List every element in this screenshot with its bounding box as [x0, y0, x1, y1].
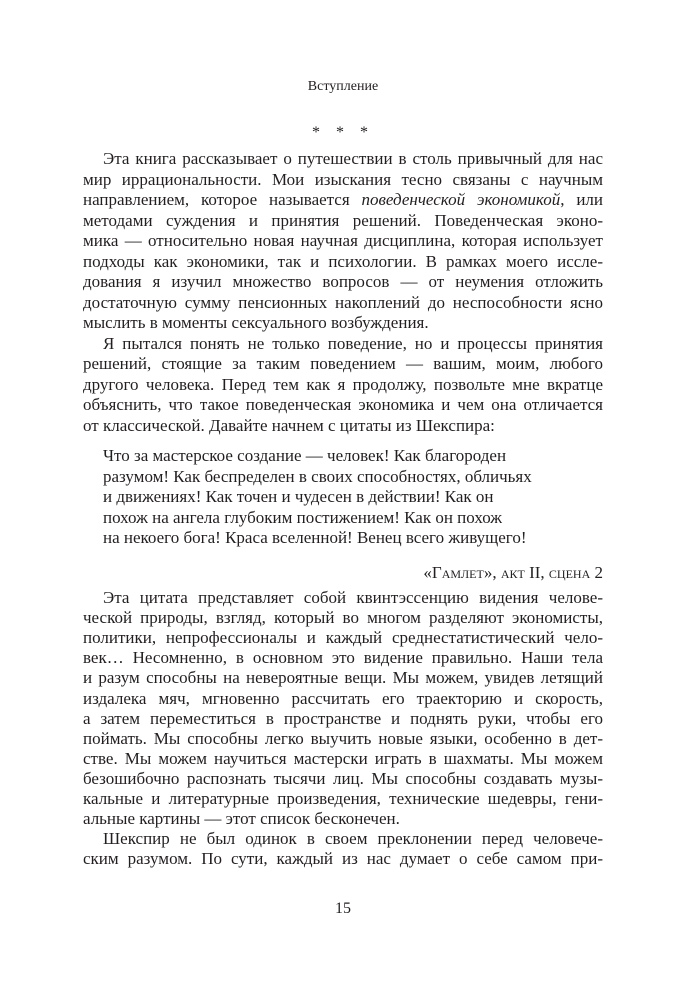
text-line: и движениях! Как точен и чудесен в действии! Как он: [103, 487, 494, 506]
text-line: на некоего бога! Краса вселенной! Венец всего живущего!: [103, 528, 527, 547]
running-header: Вступление: [307, 79, 379, 94]
text-line: стве. Мы можем научиться мастерски играть в шахматы. Мы можем: [83, 748, 603, 768]
text-line: мыслить в моменты сексуального возбуждения.: [83, 313, 429, 332]
text-line: другого человека. Перед тем как я продолжу, позвольте мне вкратце: [83, 374, 603, 394]
text-line: разумом! Как беспределен в своих способностях, обличьях: [103, 466, 532, 486]
text-line: и разум способны на невероятные вещи. Мы можем, увидев летящий: [83, 668, 603, 688]
section-break: * * *: [312, 124, 374, 141]
text-line: дования я изучил множество вопросов — от неумения отложить: [83, 272, 603, 291]
text-segment: , или: [560, 190, 603, 209]
text-line: решений, стоящие за таким поведением — вашим, моим, любого: [83, 354, 603, 373]
text-line: ческой природы, взгляд, который во многом разделяют экономисты,: [83, 608, 603, 628]
text-line: Шекспир не был одинок в своем преклонении перед человече-: [103, 829, 603, 849]
text-line: объяснить, что такое поведенческая экономика и чем она отличается: [83, 395, 603, 414]
text-line: альные картины — этот список бесконечен.: [83, 809, 400, 829]
text-line: [83, 190, 603, 210]
text-line: методами суждения и принятия решений. Поведенческая эконо-: [83, 210, 603, 230]
text-line: подходы как экономики, так и психологии. В рамках моего иссле-: [83, 251, 603, 271]
text-line: мика — относительно новая научная дисциплина, которая использует: [83, 231, 603, 250]
text-line: политики, непрофессионалы и каждый среднестатистический чело-: [83, 628, 603, 648]
text-line: а затем переместиться в пространстве и поднять руки, чтобы его: [83, 708, 603, 728]
text-line: Эта книга рассказывает о путешествии в столь привычный для нас: [103, 149, 603, 168]
text-line: достаточную сумму пенсионных накоплений до неспособности ясно: [83, 292, 603, 312]
text-line: похож на ангела глубоким постижением! Как он похож: [103, 507, 503, 527]
text-line: век… Несомненно, в основном это видение правильно. Наши тела: [83, 648, 603, 668]
text-line: Я пытался понять не только поведение, но и процессы принятия: [103, 333, 603, 353]
text-line: издалека мяч, мгновенно рассчитать его траекторию и скорость,: [83, 688, 603, 708]
text-segment: направлением, которое называется: [83, 190, 362, 209]
text-line: Эта цитата представляет собой квинтэссенцию видения челове-: [103, 588, 603, 607]
text-line: безошибочно распознать тысячи лиц. Мы способны создавать музы-: [83, 768, 603, 788]
text-line: ским разумом. По сути, каждый из нас думает о себе самом при-: [83, 849, 603, 869]
text-line: мир иррациональности. Мои изыскания тесно связаны с научным: [83, 169, 603, 189]
attribution-text: «Гамлет», акт II, сцена 2: [423, 563, 603, 582]
page-number: 15: [335, 900, 351, 917]
text-line: от классической. Давайте начнем с цитаты из Шекспира:: [83, 415, 495, 435]
text-line: кальные и литературные произведения, технические шедевры, гени-: [83, 789, 603, 808]
text-line: Что за мастерское создание — человек! Как благороден: [103, 446, 507, 465]
italic-term: поведенческой экономикой: [361, 190, 561, 209]
text-line: поймать. Мы способны легко выучить новые языки, особенно в дет-: [83, 728, 603, 748]
